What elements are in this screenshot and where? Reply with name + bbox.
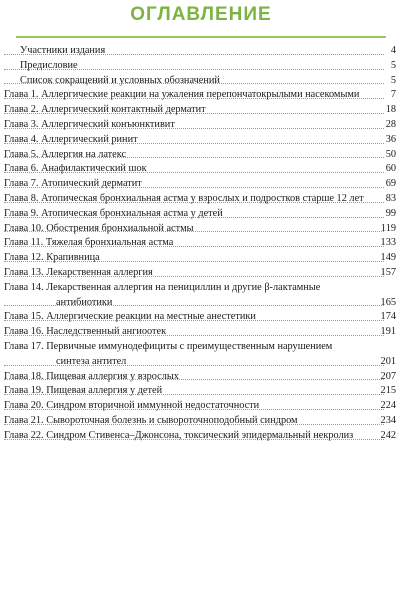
toc-chapter-number: Глава 4. bbox=[4, 133, 39, 145]
toc-chapter-entry bbox=[0, 236, 402, 251]
toc-chapter-number: Глава 18. bbox=[4, 370, 44, 382]
toc-page-number: 224 bbox=[380, 400, 396, 412]
toc-chapter-number: Глава 2. bbox=[4, 104, 39, 116]
toc-page-number: 165 bbox=[380, 296, 396, 308]
toc-page-number: 18 bbox=[385, 104, 396, 116]
toc-chapter-number: Глава 20. bbox=[4, 400, 44, 412]
toc-chapter-title: Аллергический ринит bbox=[41, 133, 138, 145]
toc-front-title: Предисловие bbox=[20, 59, 78, 71]
toc-front-entry bbox=[0, 44, 402, 59]
toc-chapter-entry bbox=[0, 325, 402, 340]
toc-page-number: 174 bbox=[380, 311, 396, 323]
toc-chapter-entry bbox=[0, 118, 402, 133]
toc-chapter-number: Глава 21. bbox=[4, 414, 44, 426]
toc-page-number: 83 bbox=[385, 192, 396, 204]
toc-chapter-number: Глава 15. bbox=[4, 311, 44, 323]
toc-page-number: 207 bbox=[380, 370, 396, 382]
toc-chapter-label bbox=[4, 177, 142, 192]
toc-chapter-title: Анафилактический шок bbox=[41, 163, 147, 175]
toc-chapter-entry bbox=[0, 207, 402, 222]
toc-chapter-title: Пищевая аллергия у детей bbox=[46, 385, 163, 397]
toc-chapter-title: Лекарственная аллергия на пенициллин и другие β-лактамные bbox=[46, 281, 321, 293]
toc-page-number: 242 bbox=[380, 429, 396, 441]
toc-front-entry bbox=[0, 59, 402, 74]
toc-page-number: 191 bbox=[380, 326, 396, 338]
toc-chapter-title: Аллергические реакции на ужаления перепончатокрылыми насекомыми bbox=[41, 89, 360, 101]
toc-front-label bbox=[20, 74, 220, 89]
toc-chapter-number: Глава 13. bbox=[4, 266, 44, 278]
toc-chapter-title: Первичные иммунодефициты с преимущественным нарушением bbox=[46, 340, 333, 352]
toc-chapter-title: Лекарственная аллергия bbox=[46, 266, 153, 278]
toc-chapter-number: Глава 22. bbox=[4, 429, 44, 441]
toc-chapter-number: Глава 12. bbox=[4, 252, 44, 264]
toc-chapter-title: Аллергический контактный дерматит bbox=[41, 104, 206, 116]
toc-chapter-title: Аллергические реакции на местные анестетики bbox=[46, 311, 256, 323]
toc-chapter-entry bbox=[0, 251, 402, 266]
toc-chapter-label bbox=[4, 384, 162, 399]
toc-chapter-entry bbox=[0, 399, 402, 414]
toc-front-label bbox=[20, 59, 78, 74]
toc-page-number: 69 bbox=[385, 178, 396, 190]
toc-chapter-entry bbox=[0, 162, 402, 177]
toc-chapter-entry bbox=[0, 384, 402, 399]
toc-chapter-label bbox=[4, 118, 175, 133]
toc-chapter-entry bbox=[0, 192, 402, 207]
toc-front-label bbox=[20, 44, 105, 59]
toc-chapter-label bbox=[4, 399, 259, 414]
page-title: ОГЛАВЛЕНИЕ bbox=[130, 4, 272, 25]
toc-chapter-title: Тяжелая бронхиальная астма bbox=[45, 237, 174, 249]
toc-chapter-title: Синдром Стивенса–Джонсона, токсический эпидермальный некролиз bbox=[46, 429, 354, 441]
toc-chapter-title: Аллергический конъюнктивит bbox=[41, 118, 175, 130]
toc-chapter-label bbox=[4, 429, 353, 444]
toc-chapter-number: Глава 10. bbox=[4, 222, 44, 234]
toc-chapter-title: Атопический дерматит bbox=[41, 178, 142, 190]
toc-chapter-entry bbox=[0, 340, 402, 370]
toc-chapter-title-continued: антибиотики bbox=[56, 296, 113, 308]
toc-chapter-number: Глава 17. bbox=[4, 340, 44, 352]
toc-page-number: 28 bbox=[385, 118, 396, 130]
toc-chapter-title: Атопическая бронхиальная астма у детей bbox=[41, 207, 223, 219]
toc-chapter-label bbox=[4, 310, 256, 325]
toc-page-number: 99 bbox=[385, 207, 396, 219]
toc-chapter-label bbox=[4, 88, 359, 103]
toc-page-number: 50 bbox=[385, 148, 396, 160]
toc-page-number: 36 bbox=[385, 133, 396, 145]
toc-chapter-number: Глава 6. bbox=[4, 163, 39, 175]
toc-page-number: 119 bbox=[380, 222, 396, 234]
toc-front-title: Участники издания bbox=[20, 45, 106, 56]
toc-page-number: 5 bbox=[390, 59, 396, 71]
toc-page-number: 234 bbox=[380, 414, 396, 426]
toc-chapter-title: Обострения бронхиальной астмы bbox=[46, 222, 194, 234]
toc-front-title: Список сокращений и условных обозначений bbox=[20, 74, 220, 86]
toc-chapter-entry bbox=[0, 429, 402, 444]
toc-chapter-label bbox=[4, 325, 166, 340]
page-header bbox=[0, 0, 402, 40]
toc-chapter-label bbox=[4, 133, 138, 148]
toc-chapter-entry bbox=[0, 370, 402, 385]
toc-chapter-label bbox=[4, 370, 179, 385]
toc-page-number: 149 bbox=[380, 252, 396, 264]
toc-chapter-label bbox=[4, 148, 126, 163]
table-of-contents bbox=[0, 44, 402, 444]
toc-chapter-title: Аллергия на латекс bbox=[41, 148, 127, 160]
toc-chapter-entry bbox=[0, 222, 402, 237]
toc-chapter-title: Крапивница bbox=[46, 252, 100, 264]
toc-chapter-title: Атопическая бронхиальная астма у взрослых и подростков старше 12 лет bbox=[41, 192, 364, 204]
toc-chapter-number: Глава 14. bbox=[4, 281, 44, 293]
toc-chapter-label bbox=[4, 192, 364, 207]
toc-chapter-title: Синдром вторичной иммунной недостаточности bbox=[46, 400, 260, 412]
toc-chapter-label bbox=[4, 266, 153, 281]
toc-chapter-entry bbox=[0, 177, 402, 192]
toc-chapter-number: Глава 1. bbox=[4, 89, 39, 101]
toc-page-number: 133 bbox=[380, 237, 396, 249]
toc-chapter-label bbox=[4, 236, 173, 251]
toc-chapter-title: Наследственный ангиоотек bbox=[46, 326, 167, 338]
toc-page-number: 5 bbox=[390, 74, 396, 86]
toc-page-number: 60 bbox=[385, 163, 396, 175]
toc-chapter-number: Глава 3. bbox=[4, 118, 39, 130]
toc-chapter-entry bbox=[0, 88, 402, 103]
toc-chapter-entry bbox=[0, 310, 402, 325]
toc-chapter-entry bbox=[0, 414, 402, 429]
toc-chapter-label bbox=[4, 281, 320, 311]
toc-chapter-title: Сывороточная болезнь и сывороточноподобный синдром bbox=[46, 414, 298, 426]
toc-chapter-label bbox=[4, 414, 298, 429]
toc-chapter-number: Глава 9. bbox=[4, 207, 39, 219]
toc-chapter-label bbox=[4, 103, 206, 118]
toc-chapter-number: Глава 16. bbox=[4, 326, 44, 338]
title-rule bbox=[16, 36, 386, 38]
toc-front-entry bbox=[0, 74, 402, 89]
toc-chapter-number: Глава 11. bbox=[4, 237, 44, 249]
toc-chapter-number: Глава 19. bbox=[4, 385, 44, 397]
toc-chapter-entry bbox=[0, 103, 402, 118]
toc-chapter-number: Глава 5. bbox=[4, 148, 39, 160]
toc-chapter-label bbox=[4, 340, 332, 370]
toc-page-number: 201 bbox=[380, 355, 396, 367]
toc-chapter-number: Глава 7. bbox=[4, 178, 39, 190]
toc-page-number: 4 bbox=[390, 45, 396, 56]
toc-chapter-label bbox=[4, 251, 100, 266]
toc-chapter-title: Пищевая аллергия у взрослых bbox=[46, 370, 179, 382]
toc-chapter-title-continued: синтеза антител bbox=[56, 355, 127, 367]
toc-chapter-entry bbox=[0, 148, 402, 163]
toc-page-number: 215 bbox=[380, 385, 396, 397]
toc-chapter-entry bbox=[0, 266, 402, 281]
toc-chapter-label bbox=[4, 162, 147, 177]
toc-chapter-number: Глава 8. bbox=[4, 192, 39, 204]
toc-chapter-entry bbox=[0, 133, 402, 148]
toc-page-number: 157 bbox=[380, 266, 396, 278]
toc-chapter-entry bbox=[0, 281, 402, 311]
toc-page-number: 7 bbox=[390, 89, 396, 101]
toc-chapter-label bbox=[4, 207, 223, 222]
toc-chapter-label bbox=[4, 222, 194, 237]
